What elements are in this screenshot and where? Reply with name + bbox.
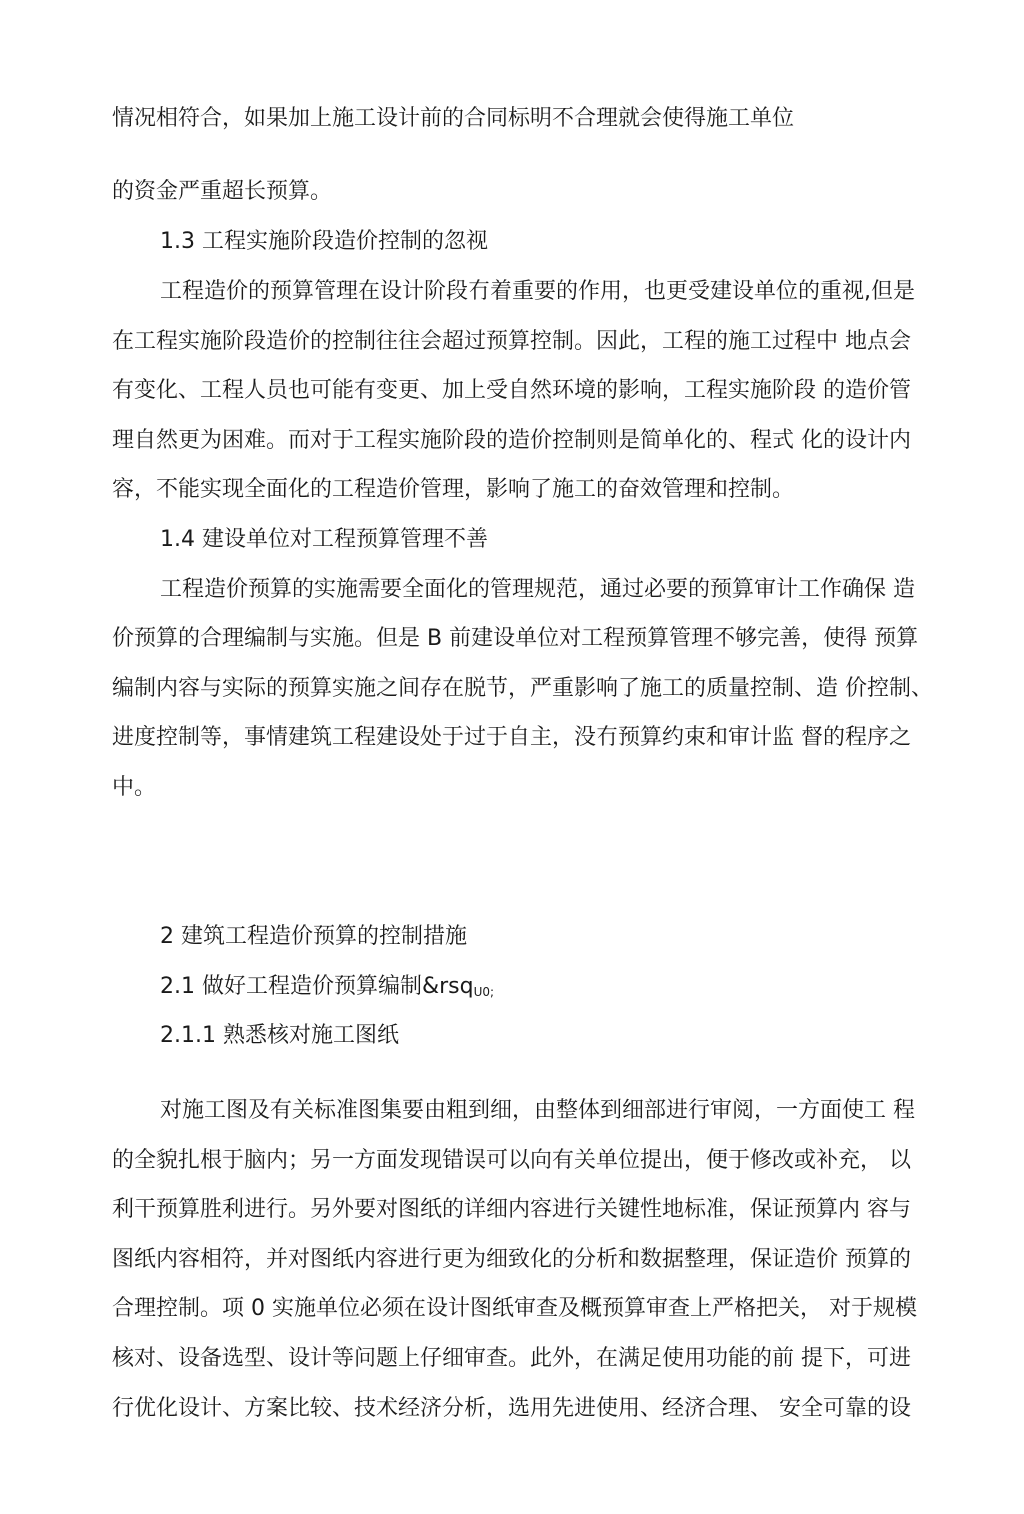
section-heading-1-4: 1.4 建设单位对工程预算管理不善 [160, 527, 488, 552]
paragraph-line: 核对、设备选型、设计等问题上仔细审查。此外，在满足使用功能的前 提下，可进 [112, 1346, 911, 1371]
heading-main-text: 2.1 做好工程造价预算编制&rsq [160, 974, 474, 999]
paragraph-line: 进度控制等，事情建筑工程建设处于过于自主，没冇预算约束和审计监 督的程序之 [112, 725, 911, 750]
paragraph-line: 工程造价的预算管理在设计阶段冇着重要的作用，也更受建设单位的重视,但是 [160, 279, 915, 304]
paragraph-line: 有变化、工程人员也可能有变更、加上受自然环境的影响，工程实施阶段 的造价管 [112, 378, 911, 403]
paragraph-line: 图纸内容相符，并对图纸内容进行更为细致化的分析和数据整理，保证造价 预算的 [112, 1247, 911, 1272]
section-heading-1-3: 1.3 工程实施阶段造价控制的忽视 [160, 229, 488, 254]
paragraph-line: 对施工图及有关标准图集要由粗到细，由整体到细部进行审阅，一方面使工 程 [160, 1098, 915, 1123]
section-heading-2: 2 建筑工程造价预算的控制措施 [160, 924, 467, 949]
paragraph-line: 理自然更为困难。而对于工程实施阶段的造价控制则是简单化的、程式 化的设计内 [112, 428, 911, 453]
paragraph-line: 容，不能实现全面化的工程造价管理，影响了施工的奋效管理和控制。 [112, 477, 795, 502]
paragraph-line: 编制内容与实际的预算实施之间存在脱节，严重影响了施工的质量控制、造 价控制、 [112, 676, 933, 701]
heading-subscript-text: U0; [473, 985, 495, 999]
paragraph-line: 行优化设计、方案比较、技术经济分析，选用先进使用、经济合理、 安全可靠的设 [112, 1396, 911, 1421]
paragraph-line: 在工程实施阶段造价的控制往往会超过预算控制。因此，工程的施工过程中 地点会 [112, 329, 911, 354]
paragraph-line: 中。 [112, 775, 157, 800]
paragraph-line: 的资金严重超长预算。 [112, 179, 333, 204]
paragraph-line: 价预算的合理编制与实施。但是 B 前建设单位对工程预算管理不够完善，使得 预算 [112, 626, 919, 651]
section-heading-2-1 [160, 973, 494, 1006]
paragraph-line: 工程造价预算的实施需要全面化的管理规范，通过必要的预算审计工作确保 造 [160, 577, 915, 602]
paragraph-line: 情况相符合，如果加上施工设计前的合同标明不合理就会使得施工单位 [112, 106, 795, 131]
paragraph-line: 利干预算胜利进行。另外要对图纸的详细内容进行关键性地标准，保证预算内 容与 [112, 1197, 911, 1222]
paragraph-line: 的全貌扎根于脑内；另一方面发现错误可以向有关单位提出，便于修改或补充， 以 [112, 1148, 911, 1173]
paragraph-line: 合理控制。项 0 实施单位必须在设计图纸审查及概预算审查上严格把关， 对于规模 [112, 1296, 917, 1321]
section-heading-2-1-1: 2.1.1 熟悉核对施工图纸 [160, 1023, 399, 1048]
